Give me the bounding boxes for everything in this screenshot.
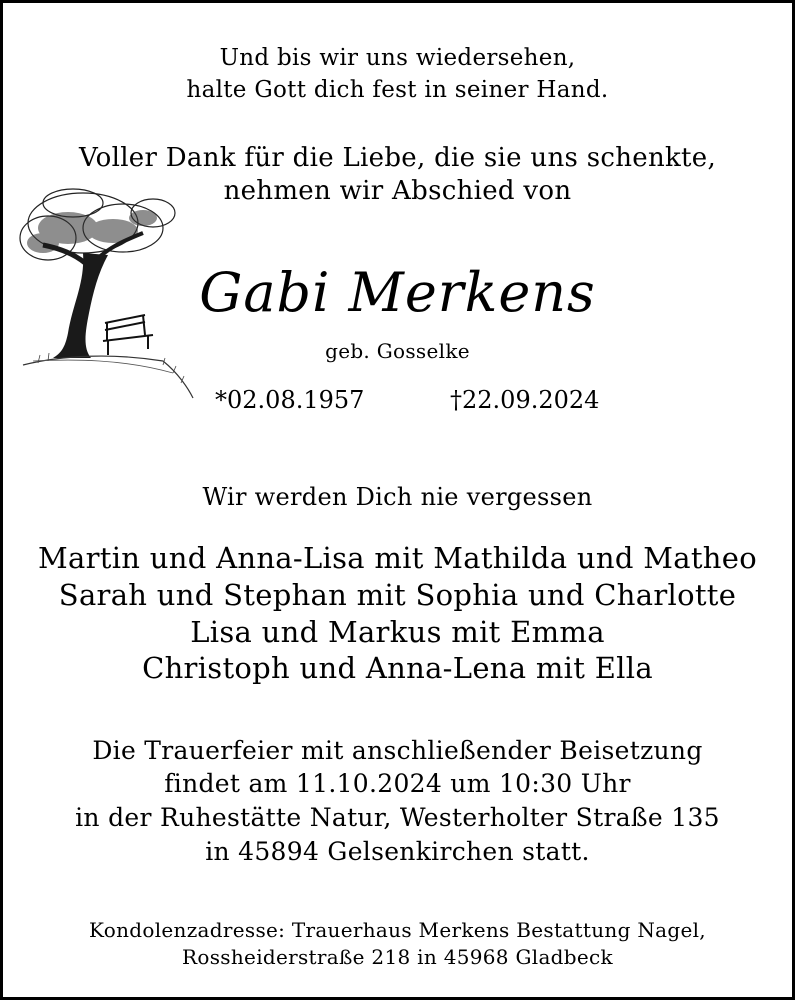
family-line-2: Sarah und Stephan mit Sophia und Charlotte <box>58 578 737 612</box>
family-line-3: Lisa und Markus mit Emma <box>190 615 605 649</box>
service-line-3: in der Ruhestätte Natur, Westerholter Straße 135 <box>75 803 720 832</box>
intro-line-1: Voller Dank für die Liebe, die sie uns schenkte, <box>78 143 717 173</box>
deceased-name: Gabi Merkens <box>199 261 596 324</box>
service-line-4: in 45894 Gelsenkirchen statt. <box>205 837 590 866</box>
condolence-line-1: Kondolenzadresse: Trauerhaus Merkens Bestattung Nagel, <box>89 918 706 942</box>
verse-line-1: Und bis wir uns wiedersehen, <box>219 45 576 71</box>
condolence-line-2: Rossheiderstraße 218 in 45968 Gladbeck <box>182 945 613 969</box>
family-line-1: Martin und Anna-Lisa mit Mathilda und Matheo <box>38 541 757 575</box>
service-line-1: Die Trauerfeier mit anschließender Beisetzung <box>92 736 703 765</box>
family-line-4: Christoph und Anna-Lena mit Ella <box>142 651 653 685</box>
verse-line-2: halte Gott dich fest in seiner Hand. <box>186 77 609 103</box>
death-date: †22.09.2024 <box>450 386 600 414</box>
intro-line-2: nehmen wir Abschied von <box>223 176 572 206</box>
service-line-2: findet am 11.10.2024 um 10:30 Uhr <box>164 769 631 798</box>
motto: Wir werden Dich nie vergessen <box>202 483 593 511</box>
life-dates <box>3 386 792 420</box>
birth-name: geb. Gosselke <box>325 339 470 363</box>
birth-date: *02.08.1957 <box>215 386 365 414</box>
